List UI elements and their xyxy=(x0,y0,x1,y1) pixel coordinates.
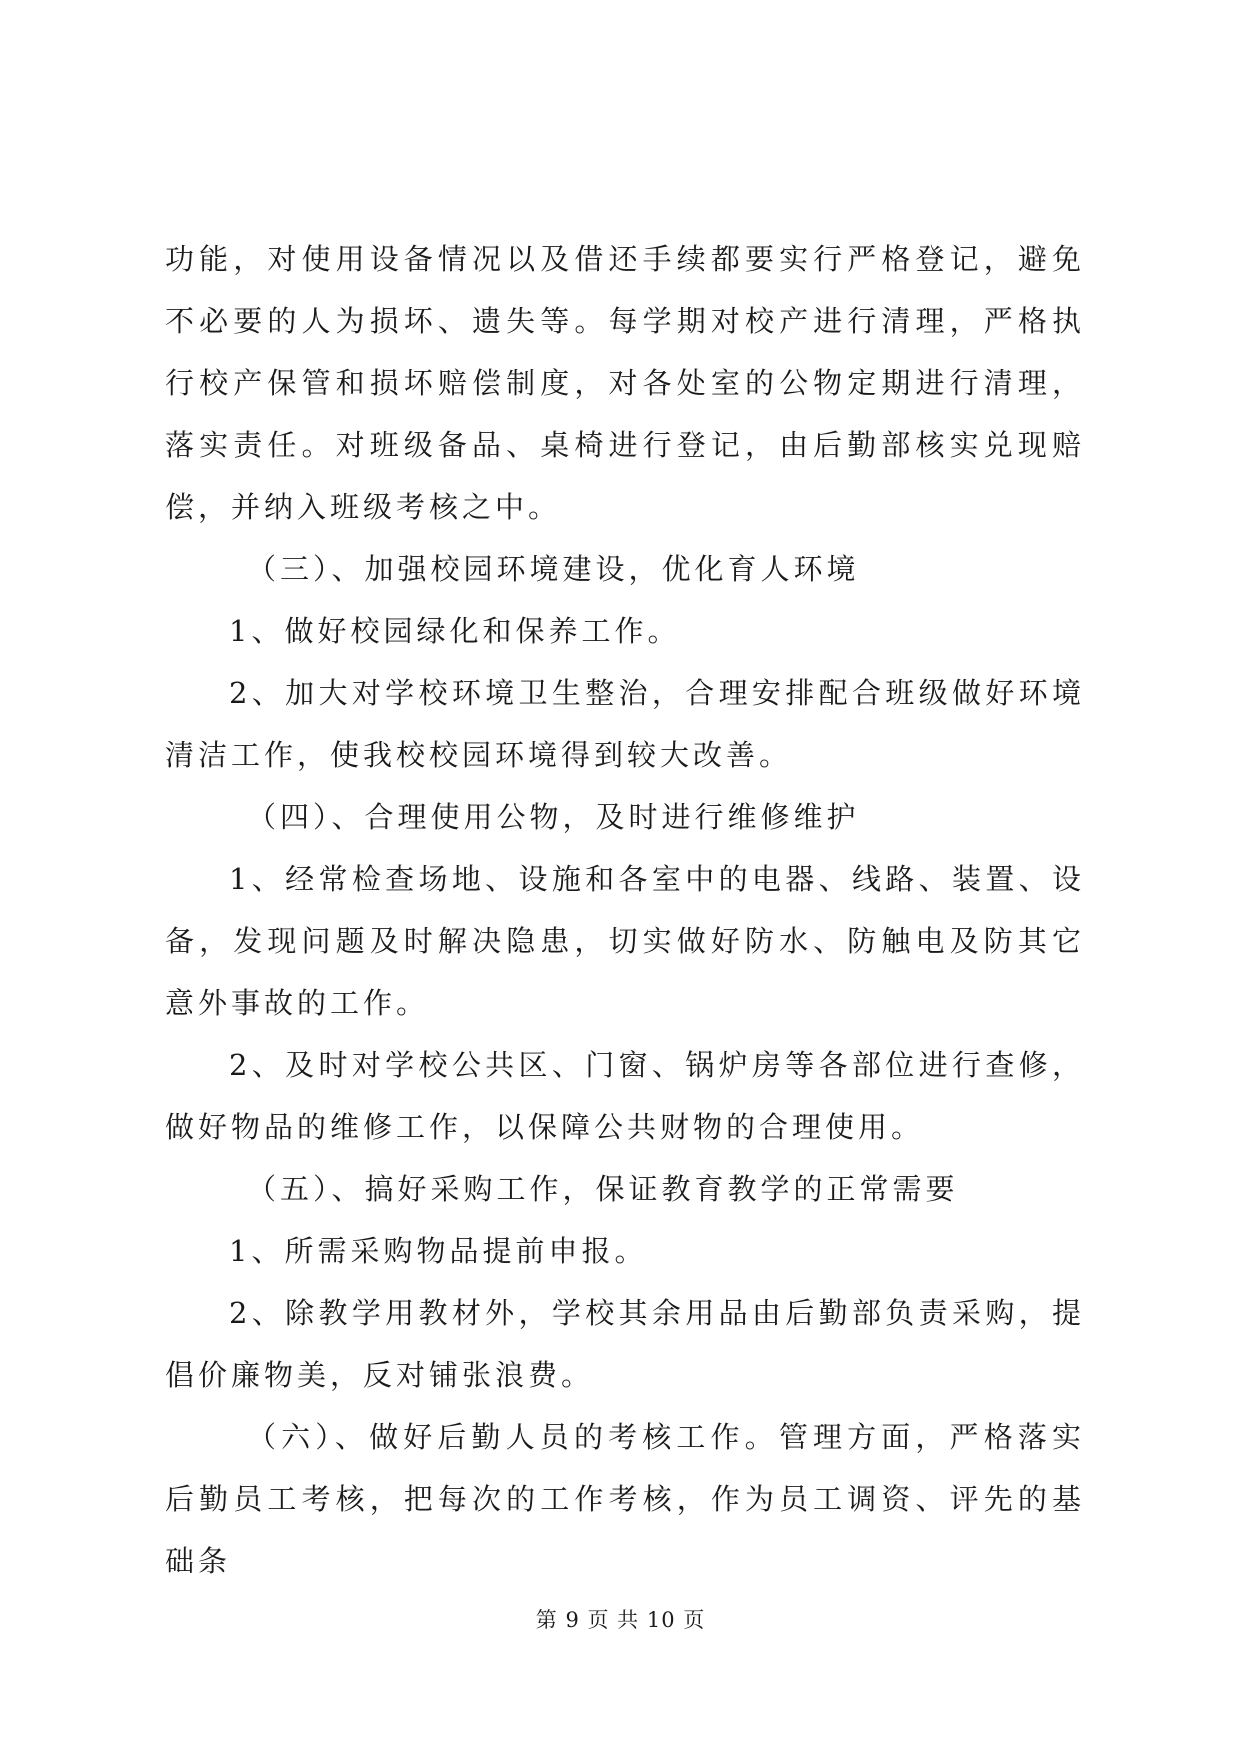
list-item-3-2: 2、加大对学校环境卫生整治，合理安排配合班级做好环境清洁工作，使我校校园环境得到较大改善。 xyxy=(165,676,1085,772)
list-item-5-1: 1、所需采购物品提前申报。 xyxy=(229,1234,648,1268)
list-item-4-2: 2、及时对学校公共区、门窗、锅炉房等各部位进行查修，做好物品的维修工作，以保障公共财物的合理使用。 xyxy=(165,1048,1085,1144)
body-paragraph: 功能，对使用设备情况以及借还手续都要实行严格登记，避免不必要的人为损坏、遗失等。每学期对校产进行清理，严格执行校产保管和损坏赔偿制度，对各处室的公物定期进行清理，落实责任。对班级备品、桌椅进行登记，由后勤部核实兑现赔偿，并纳入班级考核之中。 xyxy=(165,242,1085,524)
list-item-3-1: 1、做好校园绿化和保养工作。 xyxy=(229,614,681,648)
section-heading-6: （六）、做好后勤人员的考核工作。管理方面，严格落实后勤员工考核，把每次的工作考核，作为员工调资、评先的基础条 xyxy=(165,1420,1085,1578)
section-heading-5: （五）、搞好采购工作，保证教育教学的正常需要 xyxy=(247,1172,959,1206)
section-heading-4: （四）、合理使用公物，及时进行维修维护 xyxy=(247,800,860,834)
list-item-4-1: 1、经常检查场地、设施和各室中的电器、线路、装置、设备，发现问题及时解决隐患，切实做好防水、防触电及防其它意外事故的工作。 xyxy=(165,862,1085,1020)
section-heading-3: （三）、加强校园环境建设，优化育人环境 xyxy=(247,552,860,586)
list-item-5-2: 2、除教学用教材外，学校其余用品由后勤部负责采购，提倡价廉物美，反对铺张浪费。 xyxy=(165,1296,1085,1392)
page-footer: 第 9 页 共 10 页 xyxy=(535,1608,706,1632)
document-body xyxy=(165,228,1085,1592)
